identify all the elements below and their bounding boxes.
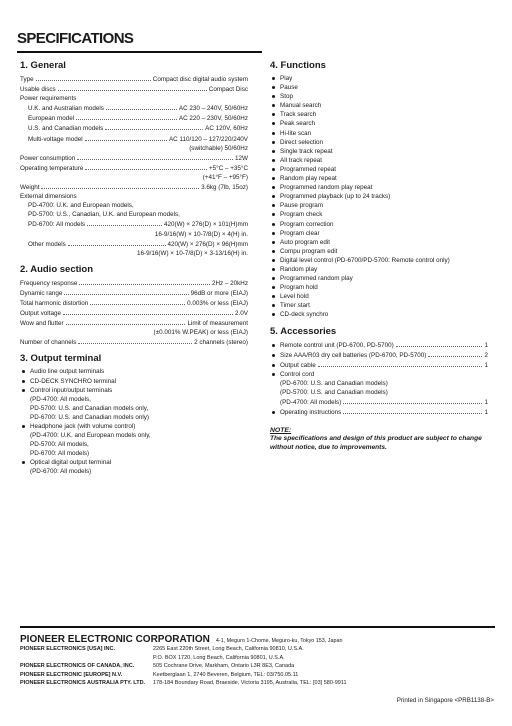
- bullet-icon: [22, 370, 25, 373]
- office-europe: PIONEER ELECTRONIC [EUROPE] N.V. Keetberglaan 1, 2740 Beveren, Belgium, TEL: 03/750.05.11: [20, 671, 299, 678]
- function-item: Pause program: [270, 201, 488, 210]
- spec-row-us-can: U.S. and Canadian models AC 120V, 60Hz: [28, 125, 248, 133]
- function-item: Single track repeat: [270, 147, 488, 156]
- function-item: Timer start: [270, 301, 488, 310]
- multi-voltage-cont: (switchable) 50/60Hz: [189, 144, 248, 152]
- accessory-remote: Remote control unit (PD-6700, PD-5700) 1: [270, 340, 488, 350]
- footer: [20, 626, 495, 688]
- note-heading: NOTE:: [270, 427, 292, 435]
- office-canada: PIONEER ELECTRONICS OF CANADA, INC. 505 Cochrane Drive, Markham, Ontario L3R 8E3, Canada: [20, 663, 295, 670]
- operating-temp-cont: (+41°F – +95°F): [202, 173, 248, 181]
- bullet-icon: [22, 389, 25, 392]
- spec-row-other-models: Other models 420(W) × 276(D) × 96(H)mm: [28, 240, 248, 248]
- spec-row-output-voltage: Output voltage 2.0V: [20, 310, 248, 318]
- power-requirements-label: Power requirements: [20, 95, 77, 103]
- output-terminal-item: CD-DECK SYNCHRO terminal: [20, 377, 248, 386]
- office-usa-po-box: P.O. BOX 1720, Long Beach, California 90801, U.S.A.: [153, 654, 285, 661]
- spec-row-operating-temp: Operating temperature +5°C – +35°C: [20, 164, 248, 172]
- pd4700-models: PD-4700: U.K. and European models,: [28, 202, 134, 210]
- wow-flutter-cont: (±0.001% W.PEAK) or less (EIAJ): [153, 329, 248, 337]
- bullet-icon: [272, 150, 275, 153]
- bullet-icon: [272, 86, 275, 89]
- accessory-batteries: Size AAA/R03 dry cell batteries (PD-6700, PD-5700) 2: [270, 350, 488, 360]
- office-usa: PIONEER ELECTRONICS [USA] INC. 2265 East 220th Street, Long Beach, California 90810, U.S.A.: [20, 646, 304, 652]
- bullet-icon: [272, 268, 275, 271]
- accessories-heading: 5. Accessories: [270, 325, 337, 337]
- pd5700-models: PD-5700: U.S., Canadian, U.K. and European models,: [28, 211, 180, 219]
- functions-heading: 4. Functions: [270, 60, 326, 71]
- audio-heading: 2. Audio section: [20, 263, 94, 275]
- bullet-icon: [272, 177, 275, 180]
- output-terminal-detail: (PD-4700: All models,: [30, 395, 91, 403]
- bullet-icon: [272, 104, 275, 107]
- corporation-line: [20, 626, 495, 645]
- output-terminal-detail: (PD-4700: U.K. and European models only,: [30, 432, 151, 440]
- bullet-icon: [272, 95, 275, 98]
- function-item: Direct selection: [270, 138, 488, 147]
- corporation-name: PIONEER ELECTRONIC CORPORATION: [20, 634, 210, 645]
- control-cord-pd4700: (PD-4700: All models) 1: [280, 399, 488, 407]
- output-terminal-detail: (PD-6700: All models): [30, 468, 92, 476]
- function-item: Program correction: [270, 220, 488, 229]
- spec-row-pd6700: PD-6700: All models 420(W) × 276(D) × 101(H)mm: [28, 221, 248, 229]
- note-text: The specifications and design of this product are subject to change without notice, due to improvements.: [270, 435, 482, 452]
- output-terminal-item: Headphone jack (with volume control): [20, 422, 248, 431]
- function-item: All track repeat: [270, 156, 488, 165]
- bullet-icon: [272, 250, 275, 253]
- bullet-icon: [272, 141, 275, 144]
- left-column: [20, 60, 248, 477]
- spec-row-thd: Total harmonic distortion 0.003% or less (EIAJ): [20, 299, 248, 307]
- bullet-icon: [272, 232, 275, 235]
- accessories-list: [270, 340, 488, 418]
- bullet-icon: [272, 77, 275, 80]
- output-terminal-detail: PD-6700: All models): [30, 450, 90, 458]
- accessory-control-cord: Control cord: [270, 370, 488, 379]
- function-item: Programmed repeat: [270, 165, 488, 174]
- functions-list: [270, 74, 488, 320]
- function-item: Stop: [270, 92, 488, 101]
- accessory-output-cable: Output cable 1: [270, 360, 488, 370]
- output-terminal-detail: PD-5700: U.S. and Canadian models only,: [30, 404, 149, 412]
- bullet-icon: [272, 241, 275, 244]
- function-item: Level hold: [270, 292, 488, 301]
- function-item: Hi-lite scan: [270, 129, 488, 138]
- bullet-icon: [272, 159, 275, 162]
- external-dimensions-label: External dimensions: [20, 193, 77, 201]
- bullet-icon: [272, 132, 275, 135]
- bullet-icon: [272, 223, 275, 226]
- function-item: Programmed random play repeat: [270, 183, 488, 192]
- function-item: Program hold: [270, 283, 488, 292]
- bullet-icon: [272, 286, 275, 289]
- function-item: Pause: [270, 83, 488, 92]
- right-column: [270, 60, 488, 452]
- function-item: Programmed playback (up to 24 tracks): [270, 192, 488, 201]
- function-item: CD-deck synchro: [270, 310, 488, 319]
- spec-row-multi-voltage: Multi-voltage model AC 110/120 – 127/220/240V: [28, 135, 248, 143]
- bullet-icon: [22, 425, 25, 428]
- function-item: Manual search: [270, 101, 488, 110]
- bullet-icon: [272, 213, 275, 216]
- function-item: Compu program edit: [270, 247, 488, 256]
- page-title: SPECIFICATIONS: [17, 30, 262, 53]
- bullet-icon: [272, 304, 275, 307]
- bullet-icon: [22, 380, 25, 383]
- bullet-icon: [272, 259, 275, 262]
- function-item: Play: [270, 74, 488, 83]
- office-australia: PIONEER ELECTRONICS AUSTRALIA PTY. LTD. 178-184 Boundary Road, Braeside, Victoria 3195, Australia, TEL: [03] 580-9911: [20, 680, 347, 687]
- output-heading: 3. Output terminal: [20, 353, 102, 365]
- output-terminal-detail: PD-5700: All models,: [30, 441, 89, 449]
- spec-row-power-consumption: Power consumption 12W: [20, 154, 248, 162]
- spec-row-weight: Weight 3.6kg (7lb, 15oz): [20, 184, 248, 192]
- general-heading: 1. General: [20, 60, 66, 71]
- spec-row-dynamic-range: Dynamic range 96dB or more (EIAJ): [20, 289, 248, 297]
- spec-row-usable-discs: Usable discs Compact Disc: [20, 86, 248, 94]
- printed-in-label: Printed in Singapore <PRB1138-B>: [396, 697, 494, 704]
- bullet-icon: [22, 461, 25, 464]
- output-terminal-detail: PD-6700: U.S. and Canadian models only): [30, 413, 150, 421]
- bullet-icon: [272, 277, 275, 280]
- output-terminal-list: [20, 367, 248, 476]
- bullet-icon: [272, 122, 275, 125]
- function-item: Program check: [270, 210, 488, 219]
- function-item: Peak search: [270, 119, 488, 128]
- other-models-cont: 16-9/16(W) × 10-7/8(D) × 3-13/16(H) in.: [137, 249, 248, 257]
- spec-row-channels: Number of channels 2 channels (stereo): [20, 339, 248, 347]
- function-item: Random play repeat: [270, 174, 488, 183]
- function-item: Digital level control (PD-6700/PD-5700: Remote control only): [270, 256, 488, 265]
- pd6700-cont: 16-9/16(W) × 10-7/8(D) × 4(H) in.: [154, 230, 248, 238]
- output-terminal-item: Optical digital output terminal: [20, 458, 248, 467]
- bullet-icon: [272, 195, 275, 198]
- spec-row-frequency: Frequency response 2Hz – 20kHz: [20, 279, 248, 287]
- bullet-icon: [272, 186, 275, 189]
- spec-row-uk-aus: U.K. and Australian models AC 230 – 240V, 50/60Hz: [28, 105, 248, 113]
- function-item: Auto program edit: [270, 238, 488, 247]
- spec-row-wow-flutter: Wow and flutter Limit of measurement: [20, 320, 248, 328]
- spec-row-type: Type Compact disc digital audio system: [20, 76, 248, 83]
- accessory-instructions: Operating instructions 1: [270, 407, 488, 417]
- function-item: Random play: [270, 265, 488, 274]
- control-cord-pd5700: (PD-5700: U.S. and Canadian models): [280, 389, 388, 396]
- bullet-icon: [272, 168, 275, 171]
- bullet-icon: [272, 295, 275, 298]
- spec-row-european: European model AC 220 – 230V, 50/60Hz: [28, 115, 248, 123]
- corporation-address: 4-1, Meguro 1-Chome, Meguro-ku, Tokyo 153, Japan: [215, 638, 343, 644]
- control-cord-pd6700: (PD-6700: U.S. and Canadian models): [280, 379, 388, 387]
- bullet-icon: [272, 313, 275, 316]
- function-item: Track search: [270, 110, 488, 119]
- function-item: Program clear: [270, 229, 488, 238]
- bullet-icon: [272, 113, 275, 116]
- bullet-icon: [272, 204, 275, 207]
- function-item: Programmed random play: [270, 274, 488, 283]
- output-terminal-item: Control input/output terminals: [20, 386, 248, 395]
- output-terminal-item: Audio line output terminals: [20, 367, 248, 376]
